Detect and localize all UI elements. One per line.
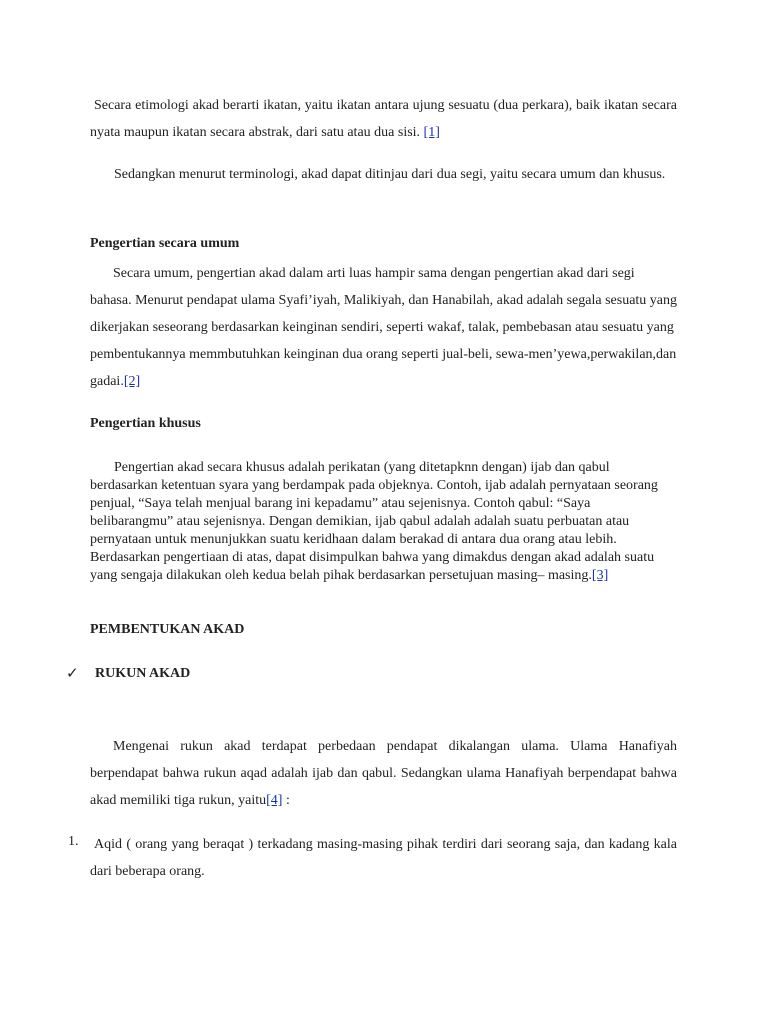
heading-rukun-akad: RUKUN AKAD — [95, 666, 191, 681]
paragraph-terminologi-text: Sedangkan menurut terminologi, akad dapat ditinjau dari dua segi, yaitu secara umum dan khusus. — [114, 167, 666, 182]
paragraph-pengertian-umum-text: Secara umum, pengertian akad dalam arti luas hampir sama dengan pengertian akad dari segi bahasa. Menurut pendapat ulama Syafi’iyah, Malikiyah, dan Hanabilah, akad adalah segala sesuatu yang dikerjakan seseorang berdasarkan keinginan sendiri, seperti wakaf, talak, pembebasan atau sesuatu yang pembentukannya memmbutuhkan keinginan dua orang seperti jual-beli, sewa-men’yewa,perwakilan,dan gadai. — [90, 266, 678, 389]
footnote-ref-4[interactable]: [4] — [266, 793, 283, 808]
paragraph-rukun-suffix: : — [282, 793, 290, 808]
paragraph-pengertian-umum — [90, 260, 677, 395]
paragraph-terminologi — [90, 161, 677, 188]
heading-pengertian-umum: Pengertian secara umum — [90, 236, 240, 251]
paragraph-etimologi-text: Secara etimologi akad berarti ikatan, yaitu ikatan antara ujung sesuatu (dua perkara), baik ikatan secara nyata maupun ikatan secara abstrak, dari satu atau dua sisi. — [90, 98, 677, 140]
footnote-ref-3[interactable]: [3] — [591, 568, 609, 583]
footnote-ref-2[interactable]: [2] — [123, 374, 141, 389]
heading-pengertian-khusus: Pengertian khusus — [90, 416, 201, 431]
list-number-1: 1. — [68, 834, 79, 849]
checkmark-icon: ✓ — [66, 664, 79, 682]
footnote-ref-1[interactable]: [1] — [423, 125, 440, 140]
paragraph-pengertian-khusus — [90, 459, 670, 585]
paragraph-rukun — [90, 733, 677, 814]
list-item-aqid: Aqid ( orang yang beraqat ) terkadang masing-masing pihak terdiri dari seorang saja, dan kadang kala dari beberapa orang. — [90, 837, 677, 879]
paragraph-rukun-text: Mengenai rukun akad terdapat perbedaan pendapat dikalangan ulama. Ulama Hanafiyah berpendapat bahwa rukun aqad adalah ijab dan qabul. Sedangkan ulama Hanafiyah berpendapat bahwa akad memiliki tiga rukun, yaitu — [90, 739, 677, 808]
paragraph-pengertian-khusus-text: Pengertian akad secara khusus adalah perikatan (yang ditetapknn dengan) ijab dan qabul berdasarkan ketentuan syara yang berdampak pada objeknya. Contoh, ijab adalah pernyataan seorang penjual, “Saya telah menjual barang ini kepadamu” atau sejenisnya. Contoh qabul: “Saya belibarangmu” atau sejenisnya. Dengan demikian, ijab qabul adalah adalah suatu perbuatan atau pernyataan untuk menunjukkan suatu keridhaan dalam berakad di antara dua orang atau lebih. Berdasarkan pengertiaan di atas, dapat disimpulkan bahwa yang dimakdus dengan akad adalah suatu yang sengaja dilakukan oleh kedua belah pihak berdasarkan persetujuan masing– masing. — [90, 460, 658, 583]
heading-pembentukan-akad: PEMBENTUKAN AKAD — [90, 622, 245, 637]
paragraph-etimologi — [90, 92, 677, 146]
